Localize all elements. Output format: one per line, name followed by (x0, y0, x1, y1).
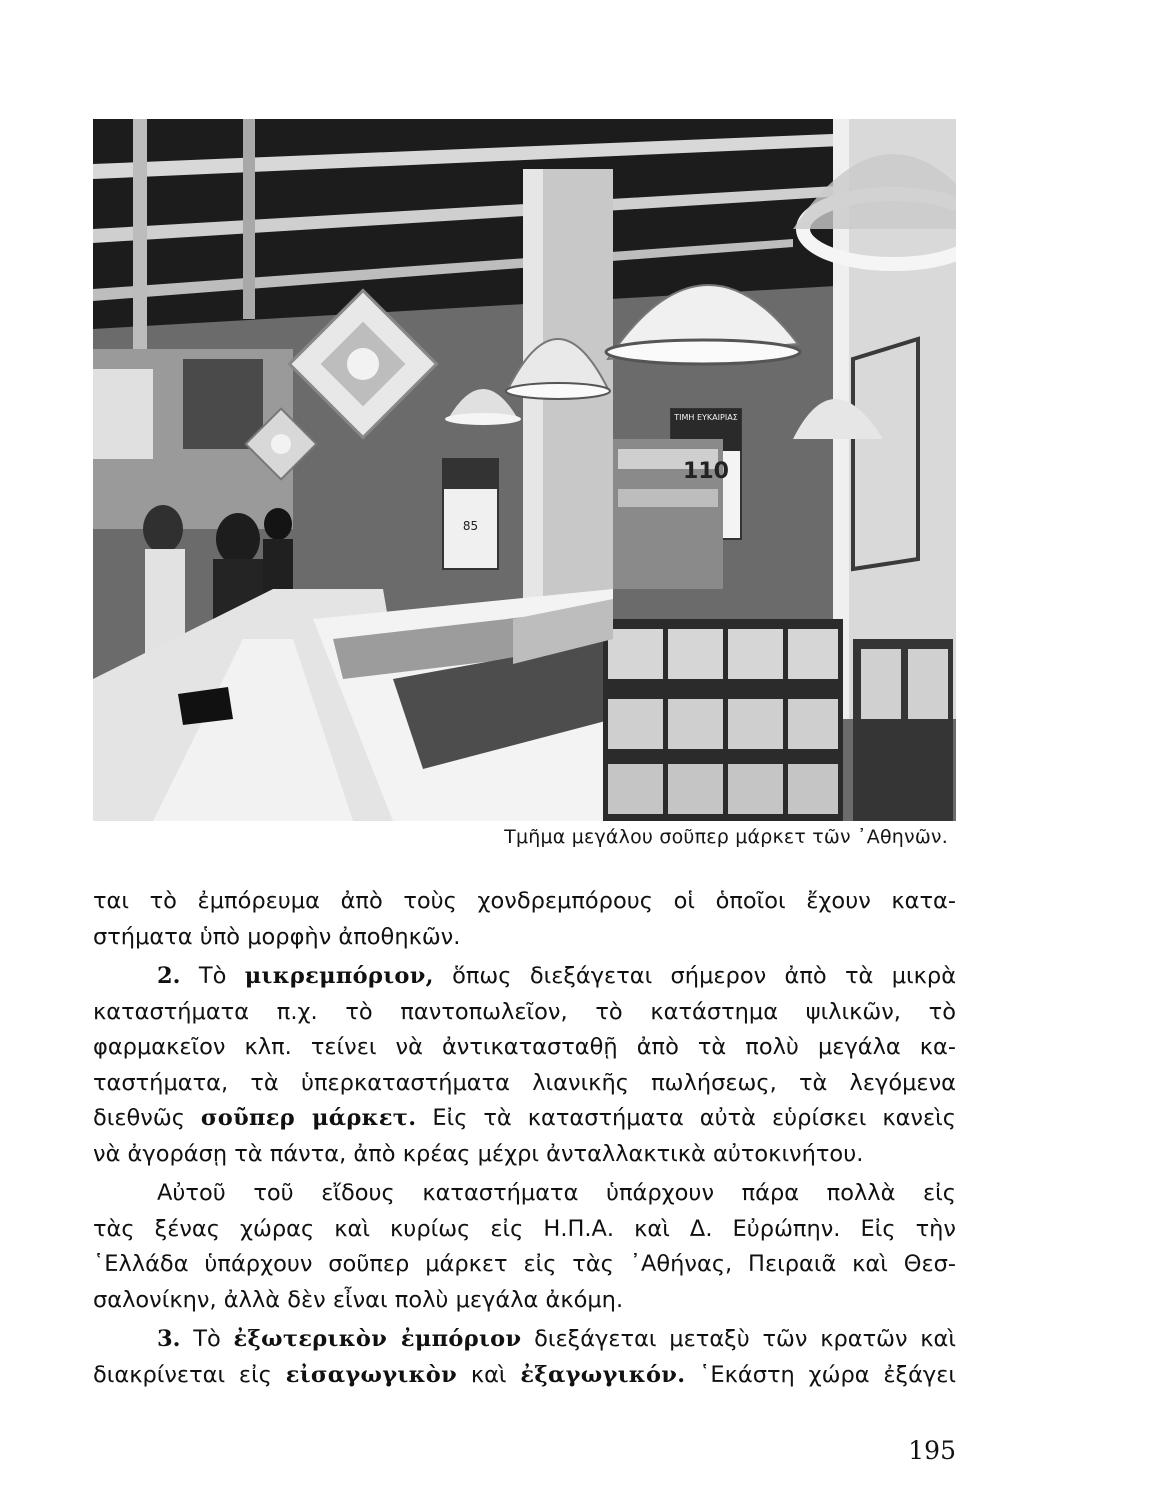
text-line (93, 1322, 956, 1358)
text-span: Τὸ (193, 1326, 221, 1352)
paragraph-4 (93, 1322, 956, 1393)
term-bold: μικρεμπόριον, (244, 963, 434, 989)
text-line: ταστήματα, τὰ ὑπερκαταστήματα λιανικῆς πωλήσεως, τὰ λεγόμενα (93, 1069, 956, 1096)
supermarket-photo-illustration (93, 119, 956, 821)
text-line: καταστήματα π.χ. τὸ παντοπωλεῖον, τὸ κατάστημα ψιλικῶν, τὸ (93, 998, 956, 1025)
paragraph-1 (93, 884, 956, 955)
supermarket-photo (93, 119, 956, 821)
text-line (93, 1101, 956, 1137)
term-bold: σοῦπερ μάρκετ. (200, 1105, 417, 1131)
text-line: νὰ ἀγοράσῃ τὰ πάντα, ἀπὸ κρέας μέχρι ἀνταλλακτικὰ αὐτοκινήτου. (93, 1140, 864, 1167)
text-line: ῾Ελλάδα ὑπάρχουν σοῦπερ μάρκετ εἰς τὰς ᾿Αθήνας, Πειραιᾶ καὶ Θεσ- (93, 1251, 956, 1277)
paragraph-2 (93, 959, 956, 1172)
term-bold: εἰσαγωγικὸν (285, 1361, 457, 1388)
text-span: ὅπως διεξάγεται σήμερον ἀπὸ τὰ μικρὰ (452, 963, 957, 989)
text-span: Εἰς τὰ καταστήματα αὐτὰ εὑρίσκει κανεὶς (432, 1105, 956, 1131)
term-bold: ἐξαγωγικόν. (520, 1361, 686, 1388)
text-line: φαρμακεῖον κλπ. τείνει νὰ ἀντικατασταθῇ ἀπὸ τὰ πολὺ μεγάλα κα- (93, 1034, 956, 1060)
page-number: 195 (908, 1436, 956, 1465)
text-span: ῾Εκάστη χώρα ἐξάγει (699, 1361, 957, 1388)
text-line (93, 959, 956, 995)
body-text (93, 884, 956, 1397)
price-sign-value: 110 (683, 459, 729, 484)
text-line: Αὐτοῦ τοῦ εἴδους καταστήματα ὑπάρχουν πάρα πολλὰ εἰς (157, 1180, 956, 1206)
text-line: σαλονίκην, ἀλλὰ δὲν εἶναι πολὺ μεγάλα ἀκόμη. (93, 1286, 624, 1313)
text-span: διεθνῶς (93, 1105, 185, 1131)
paragraph-3 (93, 1176, 956, 1318)
list-number: 2. (157, 963, 181, 989)
text-span: Τὸ (198, 963, 227, 989)
text-line: στήματα ὑπὸ μορφὴν ἀποθηκῶν. (93, 923, 461, 950)
text-span: καὶ (470, 1361, 507, 1388)
text-line: ται τὸ ἐμπόρευμα ἀπὸ τοὺς χονδρεμπόρους οἱ ὁποῖοι ἔχουν κατα- (93, 888, 956, 914)
text-line (93, 1358, 956, 1394)
term-bold: ἐξωτερικὸν ἐμπόριον (233, 1326, 522, 1352)
list-number: 3. (157, 1326, 181, 1352)
text-span: διεξάγεται μεταξὺ τῶν κρατῶν καὶ (534, 1326, 956, 1352)
text-line: τὰς ξένας χώρας καὶ κυρίως εἰς Η.Π.Α. καὶ Δ. Εὐρώπην. Εἰς τὴν (93, 1215, 956, 1242)
small-sign-value: 85 (462, 519, 479, 533)
price-sign-header: ΤΙΜΗ ΕΥΚΑΙΡΙΑΣ (674, 413, 738, 422)
text-span: διακρίνεται εἰς (93, 1361, 272, 1388)
figure-caption: Τμῆμα μεγάλου σοῦπερ μάρκετ τῶν ᾿Αθηνῶν. (504, 826, 948, 848)
